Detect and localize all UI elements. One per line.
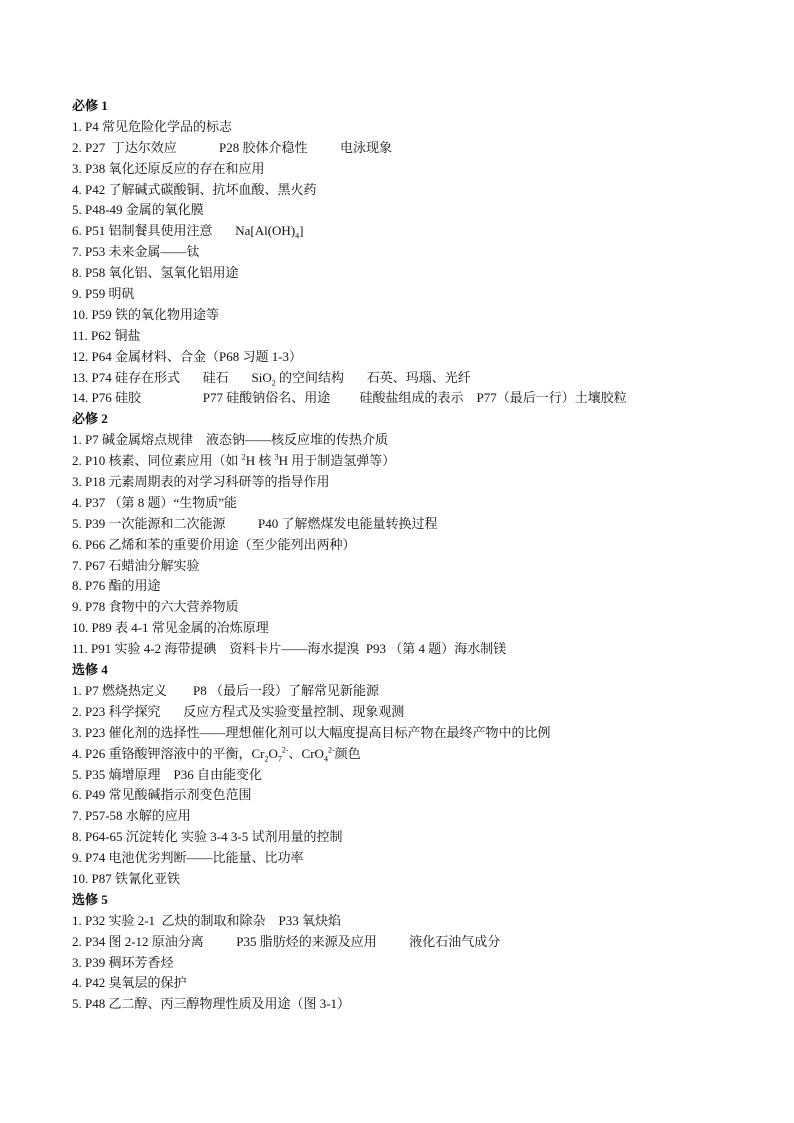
list-item: 7. P57-58 水解的应用 xyxy=(72,808,191,824)
list-item: 4. P42 了解碱式碳酸铜、抗坏血酸、黑火药 xyxy=(72,181,317,197)
list-item: 5. P35 熵增原理 P36 自由能变化 xyxy=(72,766,262,782)
list-item: 12. P64 金属材料、合金（P68 习题 1-3） xyxy=(72,348,303,364)
list-item: 8. P64-65 沉淀转化 实验 3-4 3-5 试剂用量的控制 xyxy=(72,829,343,845)
list-item: 5. P48 乙二醇、丙三醇物理性质及用途（图 3-1） xyxy=(72,996,351,1012)
list-item: 4. P26 重铬酸钾溶液中的平衡，$Cr_2O_7^{2-}$、CrO$_4^{2-}$颜色 xyxy=(72,745,361,764)
list-item: 11. P91 实验 4-2 海带提碘 资料卡片——海水提溴 P93 （第 4 题）海水制镁 xyxy=(72,641,507,657)
list-item: 3. P23 催化剂的选择性——理想催化剂可以大幅度提高目标产物在最终产物中的比例 xyxy=(72,724,551,740)
list-item: 5. P48-49 金属的氧化膜 xyxy=(72,202,204,218)
section-heading: 必修 1 xyxy=(72,98,108,113)
list-item: 7. P67 石蜡油分解实验 xyxy=(72,557,200,573)
list-item: 3. P38 氧化还原反应的存在和应用 xyxy=(72,160,265,176)
list-item: 14. P76 硅胶 P77 硅酸钠俗名、用途 硅酸盐组成的表示 P77（最后一行）土壤胶粒 xyxy=(72,390,627,406)
list-item: 1. P7 碱金属熔点规律 液态钠——核反应堆的传热介质 xyxy=(72,432,388,448)
section-heading: 选修 5 xyxy=(72,891,108,907)
list-item: 10. P89 表 4-1 常见金属的冶炼原理 xyxy=(72,620,269,636)
list-item: 1. P4 常见危险化学品的标志 xyxy=(72,118,232,134)
list-item: 3. P39 稠环芳香烃 xyxy=(72,954,174,970)
list-item: 5. P39 一次能源和二次能源 P40 了解燃煤发电能量转换过程 xyxy=(72,515,438,531)
list-item: 13. P74 硅存在形式 硅石 SiO$_2$ 的空间结构 石英、玛瑙、光纤 xyxy=(72,369,471,388)
list-item: 8. P58 氧化铝、氢氧化铝用途 xyxy=(72,265,239,281)
document-body xyxy=(72,96,752,1015)
list-item: 8. P76 酯的用途 xyxy=(72,578,161,594)
list-item: 9. P78 食物中的六大营养物质 xyxy=(72,599,239,615)
list-item: 3. P18 元素周期表的对学习科研等的指导作用 xyxy=(72,474,330,490)
list-item: 4. P42 臭氧层的保护 xyxy=(72,975,187,991)
list-item: 6. P51 铝制餐具使用注意 $Na[Al(OH)_4]$ xyxy=(72,223,304,241)
list-item: 10. P87 铁氰化亚铁 xyxy=(72,870,180,886)
list-item: 1. P32 实验 2-1 乙炔的制取和除杂 P33 氧炔焰 xyxy=(72,912,342,928)
list-item: 7. P53 未来金属——钛 xyxy=(72,244,200,260)
list-item: 2. P34 图 2-12 原油分离 P35 脂肪烃的来源及应用 液化石油气成分 xyxy=(72,933,501,949)
section-heading: 必修 2 xyxy=(72,411,108,427)
list-item: 2. P10 核素、同位素应用（如 $^2$H 核 $^3$H 用于制造氢弹等） xyxy=(72,452,396,469)
list-item: 11. P62 铜盐 xyxy=(72,327,141,343)
list-item: 6. P49 常见酸碱指示剂变色范围 xyxy=(72,787,252,803)
list-item: 9. P74 电池优劣判断——比能量、比功率 xyxy=(72,850,304,866)
list-item: 4. P37 （第 8 题）“生物质”能 xyxy=(72,494,238,510)
list-item: 9. P59 明矾 xyxy=(72,286,135,302)
list-item: 6. P66 乙烯和苯的重要价用途（至少能列出两种） xyxy=(72,536,356,552)
list-item: 10. P59 铁的氧化物用途等 xyxy=(72,306,219,322)
list-item: 2. P23 科学探究 反应方程式及实验变量控制、现象观测 xyxy=(72,703,405,719)
list-item: 2. P27 丁达尔效应 P28 胶体介稳性 电泳现象 xyxy=(72,139,392,155)
section-heading: 选修 4 xyxy=(72,662,108,678)
list-item: 1. P7 燃烧热定义 P8 （最后一段）了解常见新能源 xyxy=(72,682,379,698)
